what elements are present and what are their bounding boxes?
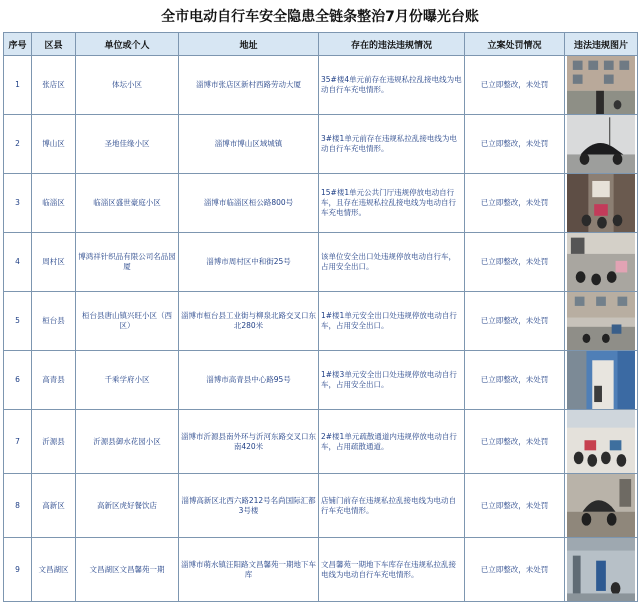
row-district: 文昌湖区 <box>32 538 76 602</box>
row-penalty: 已立即整改，未处罚 <box>465 233 565 292</box>
row-penalty: 已立即整改，未处罚 <box>465 174 565 233</box>
row-unit: 千乘学府小区 <box>76 351 179 410</box>
table-row <box>4 410 638 474</box>
row-violation: 该单位安全出口处违规停放电动自行车，占用安全出口。 <box>319 233 465 292</box>
hallway-scooters-photo <box>567 174 635 232</box>
row-address: 淄博市张店区新村西路劳动大厦 <box>179 56 319 115</box>
building-corridor-photo <box>567 56 635 114</box>
table-row <box>4 56 638 115</box>
row-district: 沂源县 <box>32 410 76 474</box>
row-violation: 3#楼1单元前存在违规私拉乱接电线为电动自行车充电情形。 <box>319 115 465 174</box>
row-photo <box>565 474 638 538</box>
row-district: 临淄区 <box>32 174 76 233</box>
row-address: 淄博市萌水镇汪阳路文昌馨苑一期地下车库 <box>179 538 319 602</box>
courtyard-scooters-photo <box>567 292 635 350</box>
doorway-photo <box>567 351 635 409</box>
storefront-photo <box>567 474 635 537</box>
row-address: 淄博市周村区中和街25号 <box>179 233 319 292</box>
row-photo <box>565 410 638 474</box>
row-photo <box>565 56 638 115</box>
ledger-table <box>3 32 638 602</box>
row-unit: 高新区虎好餐饮店 <box>76 474 179 538</box>
row-no: 2 <box>4 115 32 174</box>
row-violation: 2#楼1单元疏散通道内违规停放电动自行车，占用疏散通道。 <box>319 410 465 474</box>
page-title: 全市电动自行车安全隐患全链条整治7月份曝光台账 <box>161 9 479 25</box>
row-district: 高新区 <box>32 474 76 538</box>
row-address: 淄博市沂源县南外环与沂河东路交叉口东南420米 <box>179 410 319 474</box>
row-penalty: 已立即整改，未处罚 <box>465 538 565 602</box>
header-photo: 违法违规图片 <box>565 33 638 56</box>
row-violation: 1#楼1单元安全出口处违规停放电动自行车，占用安全出口。 <box>319 292 465 351</box>
row-no: 6 <box>4 351 32 410</box>
exit-scooters-photo <box>567 233 635 291</box>
row-violation: 35#楼4单元前存在违规私拉乱接电线为电动自行车充电情形。 <box>319 56 465 115</box>
header-row <box>4 33 638 56</box>
row-penalty: 已立即整改，未处罚 <box>465 56 565 115</box>
row-photo <box>565 351 638 410</box>
row-address: 淄博市博山区域城镇 <box>179 115 319 174</box>
row-no: 8 <box>4 474 32 538</box>
table-row <box>4 538 638 602</box>
header-address: 地址 <box>179 33 319 56</box>
row-district: 高青县 <box>32 351 76 410</box>
row-penalty: 已立即整改，未处罚 <box>465 474 565 538</box>
table-row <box>4 292 638 351</box>
header-unit: 单位或个人 <box>76 33 179 56</box>
table-row <box>4 174 638 233</box>
row-penalty: 已立即整改，未处罚 <box>465 115 565 174</box>
row-address: 淄博市桓台县工业街与柳泉北路交叉口东北280米 <box>179 292 319 351</box>
header-district: 区县 <box>32 33 76 56</box>
row-unit: 博鸿祥针织品有限公司名品园厦 <box>76 233 179 292</box>
table-row <box>4 351 638 410</box>
row-unit: 文昌湖区文昌馨苑一期 <box>76 538 179 602</box>
row-unit: 圣地佳缘小区 <box>76 115 179 174</box>
row-address: 淄博高新区北西六路212号名尚国际汇都3号楼 <box>179 474 319 538</box>
row-no: 3 <box>4 174 32 233</box>
row-no: 4 <box>4 233 32 292</box>
row-photo <box>565 538 638 602</box>
row-violation: 15#楼1单元公共门厅违规停放电动自行车，且存在违规私拉乱接电线为电动自行车充电情形。 <box>319 174 465 233</box>
row-photo <box>565 115 638 174</box>
row-district: 博山区 <box>32 115 76 174</box>
row-photo <box>565 292 638 351</box>
row-district: 桓台县 <box>32 292 76 351</box>
table-row <box>4 474 638 538</box>
row-no: 7 <box>4 410 32 474</box>
garage-scooters-photo <box>567 410 635 473</box>
row-violation: 1#楼3单元安全出口处违规停放电动自行车，占用安全出口。 <box>319 351 465 410</box>
row-district: 张店区 <box>32 56 76 115</box>
header-penalty: 立案处罚情况 <box>465 33 565 56</box>
row-address: 淄博市临淄区桓公路800号 <box>179 174 319 233</box>
row-unit: 桓台县唐山镇兴旺小区（西区） <box>76 292 179 351</box>
row-no: 9 <box>4 538 32 602</box>
scooter-charging-photo <box>567 115 635 173</box>
row-penalty: 已立即整改，未处罚 <box>465 410 565 474</box>
row-no: 5 <box>4 292 32 351</box>
parking-garage-photo <box>567 538 635 601</box>
row-unit: 临淄区盛世豪庭小区 <box>76 174 179 233</box>
header-no: 序号 <box>4 33 32 56</box>
row-photo <box>565 233 638 292</box>
row-district: 周村区 <box>32 233 76 292</box>
header-violation: 存在的违法违规情况 <box>319 33 465 56</box>
row-violation: 店铺门前存在违规私拉乱接电线为电动自行车充电情形。 <box>319 474 465 538</box>
row-no: 1 <box>4 56 32 115</box>
row-penalty: 已立即整改，未处罚 <box>465 351 565 410</box>
table-row <box>4 233 638 292</box>
row-address: 淄博市高青县中心路95号 <box>179 351 319 410</box>
row-violation: 文昌馨苑一期地下车库存在违规私拉乱接电线为电动自行车充电情形。 <box>319 538 465 602</box>
row-photo <box>565 174 638 233</box>
row-unit: 体坛小区 <box>76 56 179 115</box>
row-unit: 沂源县御水花园小区 <box>76 410 179 474</box>
row-penalty: 已立即整改，未处罚 <box>465 292 565 351</box>
table-row <box>4 115 638 174</box>
